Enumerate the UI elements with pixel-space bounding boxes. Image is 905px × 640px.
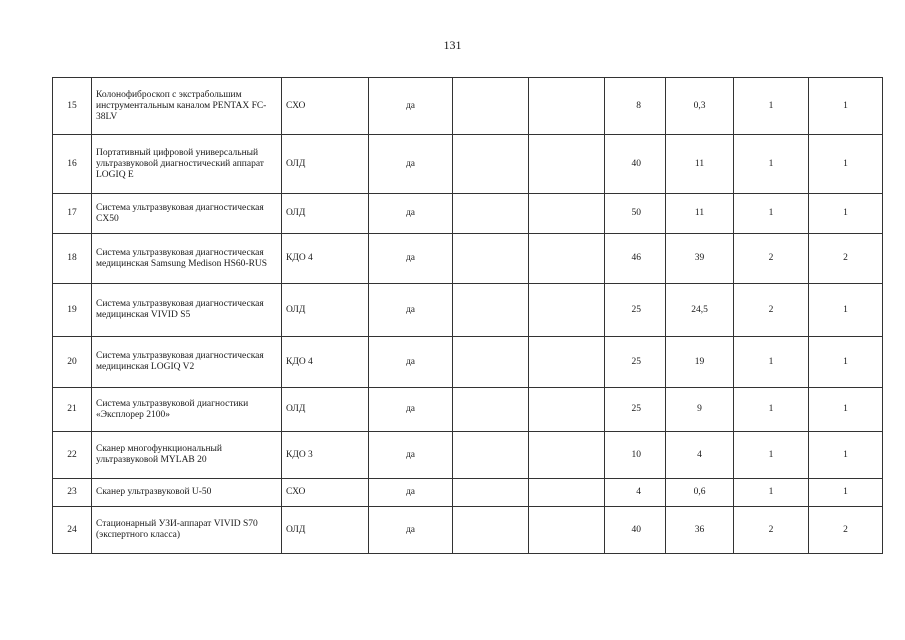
empty-cell xyxy=(529,135,605,194)
value-1: 4 xyxy=(605,479,666,507)
row-number: 24 xyxy=(53,507,92,554)
table-row xyxy=(53,78,883,135)
value-2: 36 xyxy=(666,507,734,554)
value-3: 1 xyxy=(734,135,809,194)
value-2: 24,5 xyxy=(666,284,734,337)
value-2: 0,3 xyxy=(666,78,734,135)
value-2: 11 xyxy=(666,135,734,194)
equipment-table xyxy=(52,77,883,554)
availability: да xyxy=(369,479,453,507)
value-2: 39 xyxy=(666,234,734,284)
value-1: 25 xyxy=(605,337,666,388)
value-1: 46 xyxy=(605,234,666,284)
value-3: 1 xyxy=(734,194,809,234)
value-3: 2 xyxy=(734,284,809,337)
value-4: 1 xyxy=(809,432,883,479)
empty-cell xyxy=(529,337,605,388)
value-4: 1 xyxy=(809,479,883,507)
department: ОЛД xyxy=(282,194,369,234)
availability: да xyxy=(369,135,453,194)
empty-cell xyxy=(529,78,605,135)
row-number: 19 xyxy=(53,284,92,337)
empty-cell xyxy=(529,432,605,479)
value-4: 1 xyxy=(809,194,883,234)
row-number: 16 xyxy=(53,135,92,194)
value-4: 1 xyxy=(809,284,883,337)
department: КДО 3 xyxy=(282,432,369,479)
value-4: 1 xyxy=(809,135,883,194)
equipment-name: Система ультразвуковая диагностическая медицинская Samsung Medison HS60-RUS xyxy=(92,234,282,284)
value-3: 1 xyxy=(734,432,809,479)
department: СХО xyxy=(282,479,369,507)
empty-cell xyxy=(453,284,529,337)
value-3: 2 xyxy=(734,234,809,284)
value-2: 11 xyxy=(666,194,734,234)
empty-cell xyxy=(453,135,529,194)
empty-cell xyxy=(529,388,605,432)
value-2: 19 xyxy=(666,337,734,388)
value-1: 40 xyxy=(605,135,666,194)
availability: да xyxy=(369,284,453,337)
table-row xyxy=(53,135,883,194)
empty-cell xyxy=(529,284,605,337)
availability: да xyxy=(369,432,453,479)
empty-cell xyxy=(453,194,529,234)
availability: да xyxy=(369,234,453,284)
value-4: 1 xyxy=(809,78,883,135)
empty-cell xyxy=(453,388,529,432)
empty-cell xyxy=(453,337,529,388)
value-4: 2 xyxy=(809,234,883,284)
value-2: 0,6 xyxy=(666,479,734,507)
value-1: 25 xyxy=(605,388,666,432)
row-number: 21 xyxy=(53,388,92,432)
availability: да xyxy=(369,507,453,554)
empty-cell xyxy=(529,479,605,507)
equipment-name: Колонофиброскоп с экстрабольшим инструментальным каналом PENTAX FC-38LV xyxy=(92,78,282,135)
empty-cell xyxy=(453,479,529,507)
availability: да xyxy=(369,337,453,388)
empty-cell xyxy=(529,507,605,554)
table-row xyxy=(53,234,883,284)
equipment-name: Система ультразвуковая диагностическая медицинская VIVID S5 xyxy=(92,284,282,337)
department: КДО 4 xyxy=(282,234,369,284)
value-1: 40 xyxy=(605,507,666,554)
equipment-name: Система ультразвуковая диагностическая медицинская LOGIQ V2 xyxy=(92,337,282,388)
table-row xyxy=(53,284,883,337)
equipment-name: Сканер многофункциональный ультразвуковой MYLAB 20 xyxy=(92,432,282,479)
value-1: 25 xyxy=(605,284,666,337)
empty-cell xyxy=(453,432,529,479)
department: СХО xyxy=(282,78,369,135)
availability: да xyxy=(369,194,453,234)
row-number: 18 xyxy=(53,234,92,284)
value-1: 10 xyxy=(605,432,666,479)
value-3: 1 xyxy=(734,479,809,507)
equipment-name: Сканер ультразвуковой U-50 xyxy=(92,479,282,507)
availability: да xyxy=(369,388,453,432)
row-number: 15 xyxy=(53,78,92,135)
table-row xyxy=(53,194,883,234)
equipment-name: Портативный цифровой универсальный ультразвуковой диагностический аппарат LOGIQ E xyxy=(92,135,282,194)
availability: да xyxy=(369,78,453,135)
department: ОЛД xyxy=(282,507,369,554)
value-2: 9 xyxy=(666,388,734,432)
row-number: 22 xyxy=(53,432,92,479)
table-row xyxy=(53,507,883,554)
empty-cell xyxy=(453,507,529,554)
value-3: 1 xyxy=(734,337,809,388)
page-number: 131 xyxy=(443,38,462,52)
department: ОЛД xyxy=(282,135,369,194)
empty-cell xyxy=(453,78,529,135)
value-4: 1 xyxy=(809,337,883,388)
value-4: 1 xyxy=(809,388,883,432)
empty-cell xyxy=(529,234,605,284)
table-row xyxy=(53,388,883,432)
row-number: 23 xyxy=(53,479,92,507)
value-4: 2 xyxy=(809,507,883,554)
row-number: 20 xyxy=(53,337,92,388)
table-row xyxy=(53,432,883,479)
value-1: 50 xyxy=(605,194,666,234)
department: КДО 4 xyxy=(282,337,369,388)
value-3: 1 xyxy=(734,78,809,135)
value-1: 8 xyxy=(605,78,666,135)
equipment-name: Стационарный УЗИ-аппарат VIVID S70 (экспертного класса) xyxy=(92,507,282,554)
equipment-name: Система ультразвуковой диагностики «Эксплорер 2100» xyxy=(92,388,282,432)
value-3: 2 xyxy=(734,507,809,554)
department: ОЛД xyxy=(282,388,369,432)
value-3: 1 xyxy=(734,388,809,432)
equipment-name: Система ультразвуковая диагностическая CX50 xyxy=(92,194,282,234)
table-row xyxy=(53,479,883,507)
empty-cell xyxy=(529,194,605,234)
department: ОЛД xyxy=(282,284,369,337)
table-row xyxy=(53,337,883,388)
row-number: 17 xyxy=(53,194,92,234)
value-2: 4 xyxy=(666,432,734,479)
empty-cell xyxy=(453,234,529,284)
